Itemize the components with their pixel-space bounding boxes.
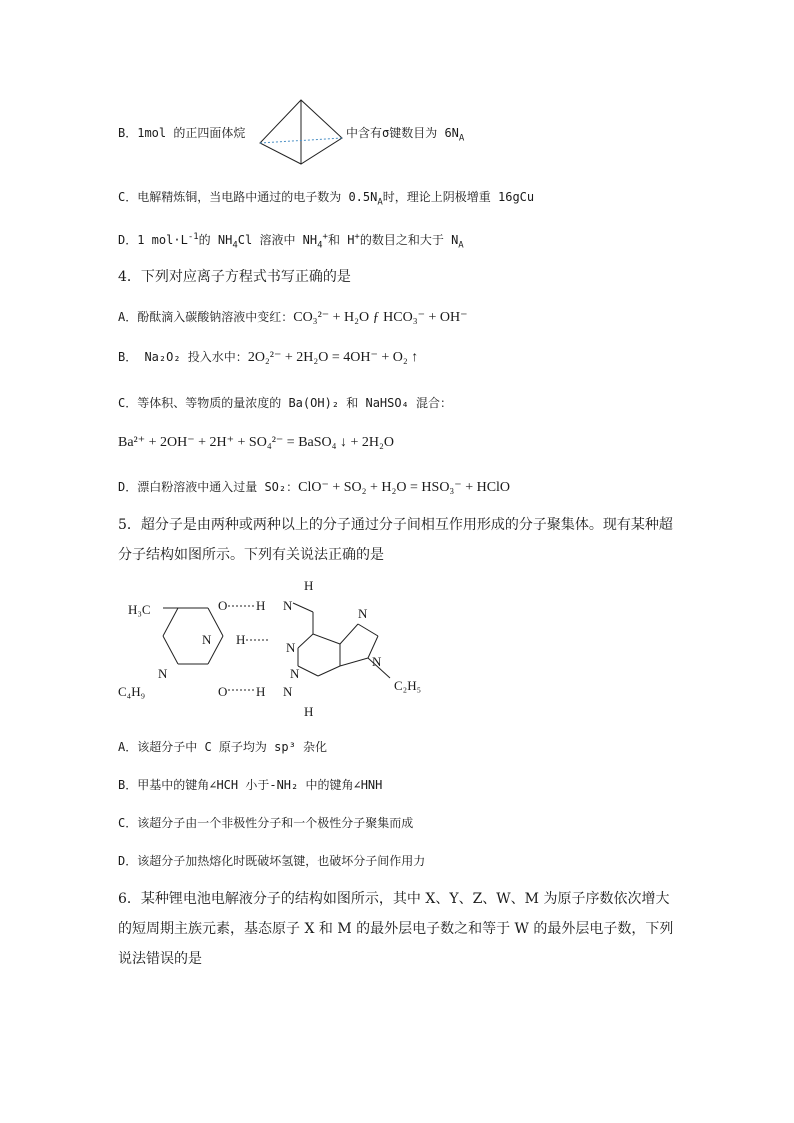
question-4-option-d: D．漂白粉溶液中通入过量 SO₂：ClO⁻ + SO₂ + H₂O = HSO₃⁻ + HClO bbox=[118, 480, 511, 495]
diagram-label-n-ring4: N bbox=[158, 666, 168, 681]
option-b-suffix: 中含有σ键数目为 $6N_A$ bbox=[346, 126, 465, 144]
diagram-label-n-top: N bbox=[283, 598, 293, 613]
question-5-option-d: D．该超分子加热熔化时既破坏氢键，也破坏分子间作用力 bbox=[118, 854, 426, 868]
option-c: C．电解精炼铜，当电路中通过的电子数为 $0.5N_A$时，理论上阴极增重 16gCu bbox=[118, 190, 535, 208]
diagram-label-n-ring3: N bbox=[286, 640, 296, 655]
diagram-label-n-bottom: N bbox=[283, 684, 293, 699]
question-6-text: 6．某种锂电池电解液分子的结构如图所示，其中 X、Y、Z、W、M 为原子序数依次增大的短周期主族元素，基态原子 X 和 M 的最外层电子数之和等于 W 的最外层电子数，下列说法错误的是 bbox=[118, 891, 674, 967]
diagram-label-h-mid2: H bbox=[236, 632, 246, 647]
diagram-label-h3c: H₃C bbox=[128, 602, 151, 617]
diagram-label-o-bottom: O bbox=[218, 684, 228, 699]
question-4-option-b: B． Na₂O₂ 投入水中：2O₂²⁻ + 2H₂O = 4OH⁻ + O₂ ↑ bbox=[118, 350, 419, 365]
diagram-label-o-top: O bbox=[218, 598, 228, 613]
option-b-prefix: B．1mol 的正四面体烷 bbox=[118, 126, 246, 140]
question-5-option-a: A．该超分子中 C 原子均为 sp³ 杂化 bbox=[118, 740, 328, 754]
tetrahedron-diagram bbox=[258, 98, 344, 166]
diagram-label-h-bottom: H bbox=[304, 704, 314, 718]
diagram-label-h-top: H bbox=[304, 578, 314, 593]
diagram-label-n-ring2: N bbox=[372, 654, 382, 669]
diagram-label-c2h5: C₂H₅ bbox=[394, 678, 422, 693]
option-d: D．1 $mol\cdot L^{-1}$的 $NH_4Cl$ 溶液中 $NH_4^+$和 H+的数目之和大于 $N_A$ bbox=[118, 232, 464, 251]
diagram-label-h-mid1: H bbox=[256, 598, 266, 613]
question-4-title: 4．下列对应离子方程式书写正确的是 bbox=[118, 269, 351, 285]
question-4-option-a: A．酚酞滴入碳酸钠溶液中变红：CO₃²⁻ + H₂O ƒ HCO₃⁻ + OH⁻ bbox=[118, 310, 468, 325]
question-5-option-c: C．该超分子由一个非极性分子和一个极性分子聚集而成 bbox=[118, 816, 414, 830]
diagram-label-c4h9: C₄H₉ bbox=[118, 684, 146, 699]
diagram-label-h-mid3: H bbox=[256, 684, 266, 699]
question-4-option-c-equation: Ba²⁺ + 2OH⁻ + 2H⁺ + SO₄²⁻ = BaSO₄ ↓ + 2H₂O bbox=[118, 435, 395, 450]
question-5-option-b: B．甲基中的键角∠HCH 小于-NH₂ 中的键角∠HNH bbox=[118, 778, 383, 792]
supramolecule-structure-diagram bbox=[118, 578, 448, 718]
diagram-label-n-ring1: N bbox=[358, 606, 368, 621]
question-5-text: 5．超分子是由两种或两种以上的分子通过分子间相互作用形成的分子聚集体。现有某种超分子结构如图所示。下列有关说法正确的是 bbox=[118, 517, 673, 563]
question-4-option-c-label: C．等体积、等物质的量浓度的 Ba(OH)₂ 和 NaHSO₄ 混合： bbox=[118, 396, 453, 410]
diagram-label-n-ring5: N bbox=[202, 632, 212, 647]
diagram-label-n-ring6: N bbox=[290, 666, 300, 681]
